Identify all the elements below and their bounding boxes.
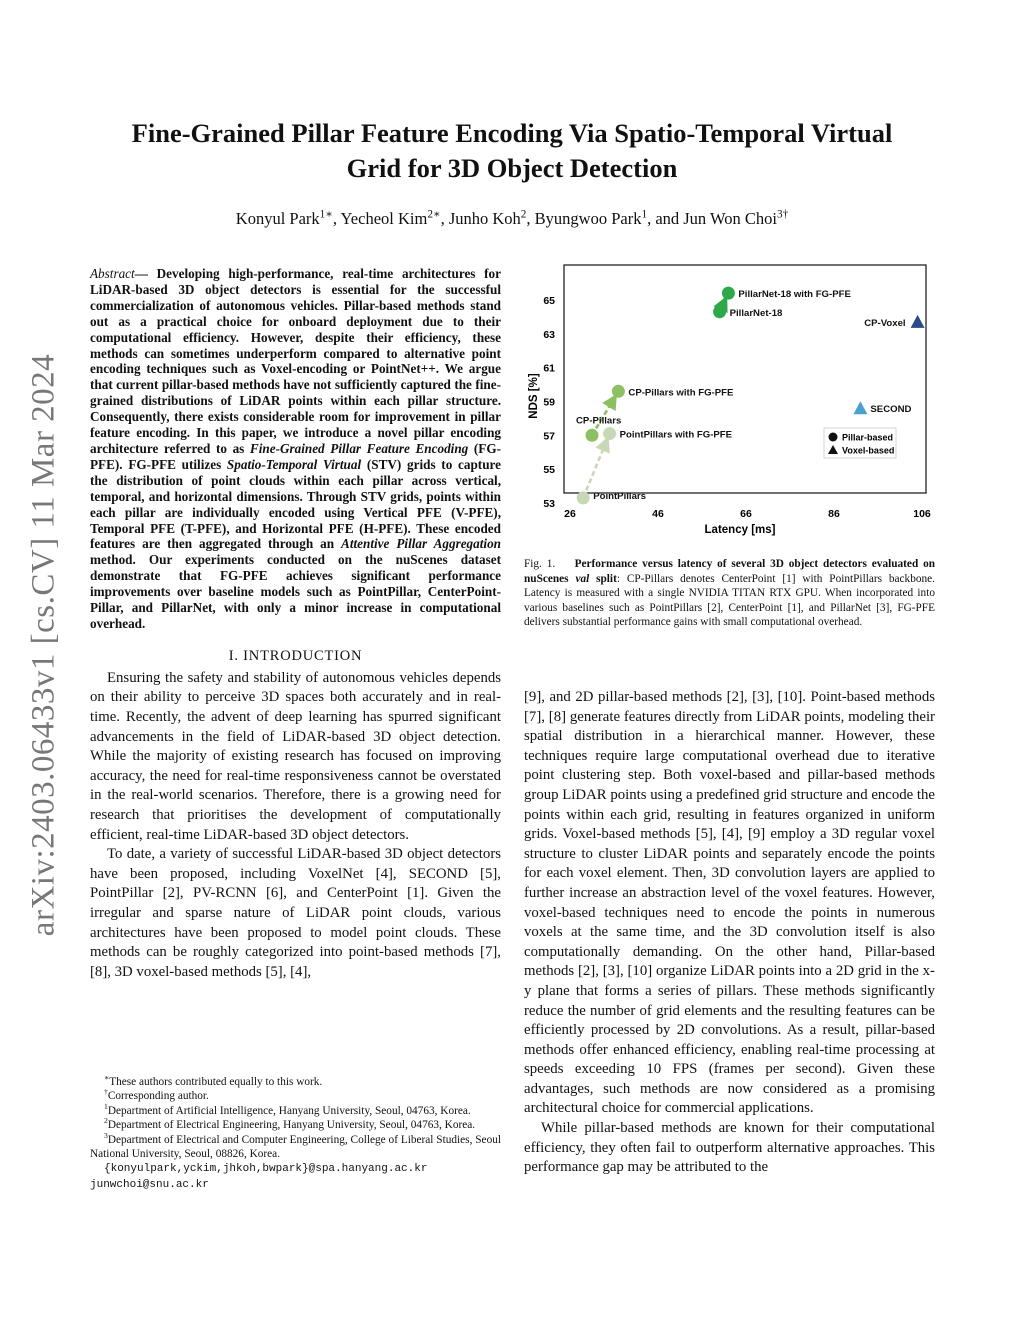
data-point-circle	[577, 491, 590, 504]
email-corresponding[interactable]: junwchoi@snu.ac.kr	[90, 1178, 209, 1191]
author-separator: , and	[647, 209, 684, 228]
paper-title-line-2: Grid for 3D Object Detection	[346, 153, 678, 183]
data-point-label: CP-Pillars	[576, 415, 622, 427]
x-tick-label: 26	[564, 508, 576, 520]
footnote-text: Department of Electrical and Computer Engineering, College of Liberal Studies, Seoul National University, Seoul, 08826, Korea.	[90, 1133, 501, 1161]
footnote-affiliation-3	[90, 1130, 501, 1162]
figure-1-chart	[524, 258, 936, 536]
abstract	[90, 266, 501, 632]
y-tick-label: 61	[543, 362, 555, 375]
arxiv-identifier-margin	[16, 345, 72, 945]
abstract-text-1: Developing high-performance, real-time architectures for LiDAR-based 3D object detectors is essential for the successful commercialization of autonomous vehicles. Pillar-based methods stand out as a practical choice for onboard deployment due to their computational efficiency. However, despite their efficiency, these methods can sometimes underperform compared to alternative point encoding techniques such as Voxel-encoding or PointNet++. We argue that current pillar-based methods have not sufficiently captured the fine-grained distributions of LiDAR points within each pillar structure. Consequently, there exists considerable room for improvement in pillar feature encoding. In this paper, we introduce a novel pillar encoding architecture referred to as	[90, 266, 501, 456]
author-affiliation-mark: 2∗	[427, 208, 441, 221]
data-point-label: PillarNet-18	[729, 307, 783, 319]
footnote-affiliation-2	[90, 1118, 501, 1132]
footnote-text: Department of Electrical Engineering, Hanyang University, Seoul, 04763, Korea.	[107, 1119, 476, 1132]
data-point-circle	[603, 427, 616, 440]
intro-paragraph-4: While pillar-based methods are known for their computational efficiency, they often fail to outperform alternative approaches. This performance gap may be attributed to the	[524, 1120, 935, 1176]
scatter-chart	[524, 258, 936, 536]
x-axis-label: Latency [ms]	[704, 524, 776, 536]
author-name: Konyul Park	[235, 209, 320, 228]
x-tick-label: 86	[828, 508, 840, 520]
caption-bold-emphasis: val	[575, 572, 590, 585]
data-point-circle	[612, 385, 625, 398]
abstract-label	[90, 266, 135, 281]
footnote-mark: 3	[104, 1130, 108, 1140]
x-tick-label: 106	[913, 508, 931, 520]
author-list	[80, 209, 944, 229]
author-affiliation-mark: 3†	[776, 208, 789, 221]
y-axis-label: NDS [%]	[528, 373, 540, 419]
y-tick-label: 65	[543, 294, 555, 307]
footnote-mark: 2	[104, 1116, 108, 1126]
data-point-label: CP-Pillars with FG-PFE	[628, 387, 734, 399]
section-heading-introduction: I. INTRODUCTION	[228, 647, 363, 664]
footnote-affiliation-1	[90, 1104, 501, 1118]
footnote-text: Department of Artificial Intelligence, Hanyang University, Seoul, 04763, Korea.	[107, 1104, 471, 1117]
abstract-emphasis-3: Attentive Pillar Aggregation	[341, 536, 502, 552]
footnote-equal-contribution	[90, 1075, 501, 1089]
data-point-label: SECOND	[870, 404, 912, 416]
data-point-circle	[722, 287, 735, 300]
caption-bold-text-2: split	[589, 572, 617, 585]
x-tick-label: 66	[740, 508, 752, 520]
author-separator: ,	[440, 209, 449, 228]
intro-paragraph-2: To date, a variety of successful LiDAR-based 3D object detectors have been proposed, including VoxelNet [4], SECOND [5], PointPillar [2], PV-RCNN [6], and CenterPoint [1]. Given the irregular and sparse nature of LiDAR point clouds, various architectures have been proposed to model point clouds. These methods can be roughly categorized into point-based methods [7], [8], 3D voxel-based methods [5], [4],	[90, 846, 501, 980]
intro-paragraph-3: [9], and 2D pillar-based methods [2], [3], [10]. Point-based methods [7], [8] generate features directly from LiDAR points, modeling their spatial distribution in a hierarchical manner. However, these techniques require large computational overhead due to iterative point clustering step. Both voxel-based and pillar-based methods group LiDAR points using a predefined grid structure and encode the points within each grid, resulting in features organized in uniform grids. Voxel-based methods [5], [4], [9] employ a 3D regular voxel structure to cluster LiDAR points and separately encode the points for each voxel element. Then, 3D convolution layers are applied to further increase an abstraction level of the voxel features. However, voxel-based techniques need to encode the points in numerous voxels at the same time, and the 3D convolution itself is also computationally demanding. On the other hand, Pillar-based methods [2], [3], [10] organize LiDAR points into a 2D grid in the x-y plane that forms a series of pillars. These methods significantly reduce the number of grid elements and the resulting features can be efficiently processed by 2D convolutions. As a result, pillar-based methods offer enhanced efficiency, enabling real-time processing at speeds exceeding 10 FPS (frames per second). Given these advantages, such methods are now considered as a promising architectural choice for commercial applications.	[524, 689, 935, 1117]
author-name: Jun Won Choi	[683, 209, 777, 228]
author-separator: ,	[526, 209, 535, 228]
data-point-circle	[713, 305, 726, 318]
author-name: Yecheol Kim	[340, 209, 428, 228]
data-point-label: CP-Voxel	[864, 317, 906, 329]
footnote-mark: ∗	[104, 1073, 110, 1083]
abstract-emphasis-1: Fine-Grained Pillar Feature Encoding	[249, 440, 469, 456]
footnote-mark: †	[104, 1087, 108, 1097]
footnote-corresponding	[90, 1089, 501, 1103]
chart-legend	[824, 428, 896, 458]
y-tick-label: 57	[543, 430, 555, 443]
arxiv-identifier: arXiv:2403.06433v1 [cs.CV] 11 Mar 2024	[25, 353, 62, 937]
data-point-label: PillarNet-18 with FG-PFE	[738, 289, 851, 301]
footnote-mark: 1	[104, 1102, 108, 1112]
y-tick-label: 59	[543, 396, 555, 409]
author-affiliation-mark: 1∗	[319, 208, 333, 221]
y-tick-label: 63	[543, 328, 555, 341]
footnote-text: Corresponding author.	[107, 1090, 209, 1103]
author-affiliation-mark: 1	[641, 208, 648, 221]
x-tick-label: 46	[652, 508, 664, 520]
abstract-text-3: (STV) grids to capture the distribution of point clouds within each pillar across vertical, temporal, and horizontal dimensions. Through STV grids, points within each pillar are individually encoded using Vertical PFE (V-PFE), Temporal PFE (T-PFE), and Horizontal PFE (H-PFE). These encoded features are then aggregated through an	[90, 456, 501, 552]
intro-paragraph-1: Ensuring the safety and stability of autonomous vehicles depends on their ability to perceive 3D spaces both accurately and in real-time. Recently, the advent of deep learning has spurred significant advancements in the field of LiDAR-based 3D object detection. While the majority of existing research has focused on improving accuracy, the need for real-time responsiveness cannot be overstated in the real-world scenarios. Therefore, there is a growing need for research that prioritises the development of computationally efficient, real-time LiDAR-based 3D object detectors.	[90, 669, 501, 843]
author-affiliation-mark: 2	[520, 208, 527, 221]
email-list[interactable]: {konyulpark,yckim,jhkoh,bwpark}@spa.hanyang.ac.kr	[104, 1163, 428, 1176]
footnote-text: These authors contributed equally to this work.	[109, 1076, 323, 1088]
legend-label: Pillar-based	[842, 432, 894, 443]
abstract-emphasis-2: Spatio-Temporal Virtual	[226, 456, 362, 472]
legend-circle-marker	[829, 433, 838, 442]
data-point-label: PointPillars	[593, 490, 646, 502]
figure-1-caption	[524, 557, 935, 630]
y-tick-label: 53	[543, 498, 555, 510]
data-point-circle	[586, 429, 599, 442]
y-tick-label: 55	[543, 464, 555, 477]
paper-title	[80, 116, 944, 186]
author-separator: ,	[332, 209, 341, 228]
author-name: Junho Koh	[448, 209, 521, 228]
caption-bold-text-1: Performance versus latency of several 3D object detectors evaluated on nuScenes	[524, 558, 935, 585]
footnote-emails	[90, 1161, 501, 1192]
abstract-dash: —	[134, 266, 157, 281]
footnotes	[90, 1075, 501, 1192]
paper-title-line-1: Fine-Grained Pillar Feature Encoding Via Spatio-Temporal Virtual	[131, 118, 893, 148]
caption-text: : CP-Pillars denotes CenterPoint [1] with PointPillars backbone. Latency is measured with a single NVIDIA TITAN RTX GPU. When incorporated into various baselines such as PointPillars [2], CenterPoint [1], and PillarNet [3], FG-PFE delivers substantial performance gains with small computational overhead.	[524, 572, 935, 629]
left-column	[90, 266, 501, 982]
abstract-label-text: Abstract	[90, 266, 135, 281]
author-name: Byungwoo Park	[534, 209, 642, 228]
caption-label: Fig. 1.	[524, 558, 556, 570]
legend-label: Voxel-based	[842, 445, 895, 456]
abstract-text-4: method. Our experiments conducted on the nuScenes dataset demonstrate that FG-PFE achieves significant performance improvements over baseline models such as PointPillar, CenterPoint-Pillar, and PillarNet, with only a minor increase in computational overhead.	[90, 552, 501, 631]
right-column	[524, 688, 935, 1178]
abstract-text-2: (FG-PFE). FG-PFE utilizes	[90, 440, 501, 472]
data-point-label: PointPillars with FG-PFE	[619, 429, 733, 441]
improvement-arrow	[723, 300, 725, 304]
